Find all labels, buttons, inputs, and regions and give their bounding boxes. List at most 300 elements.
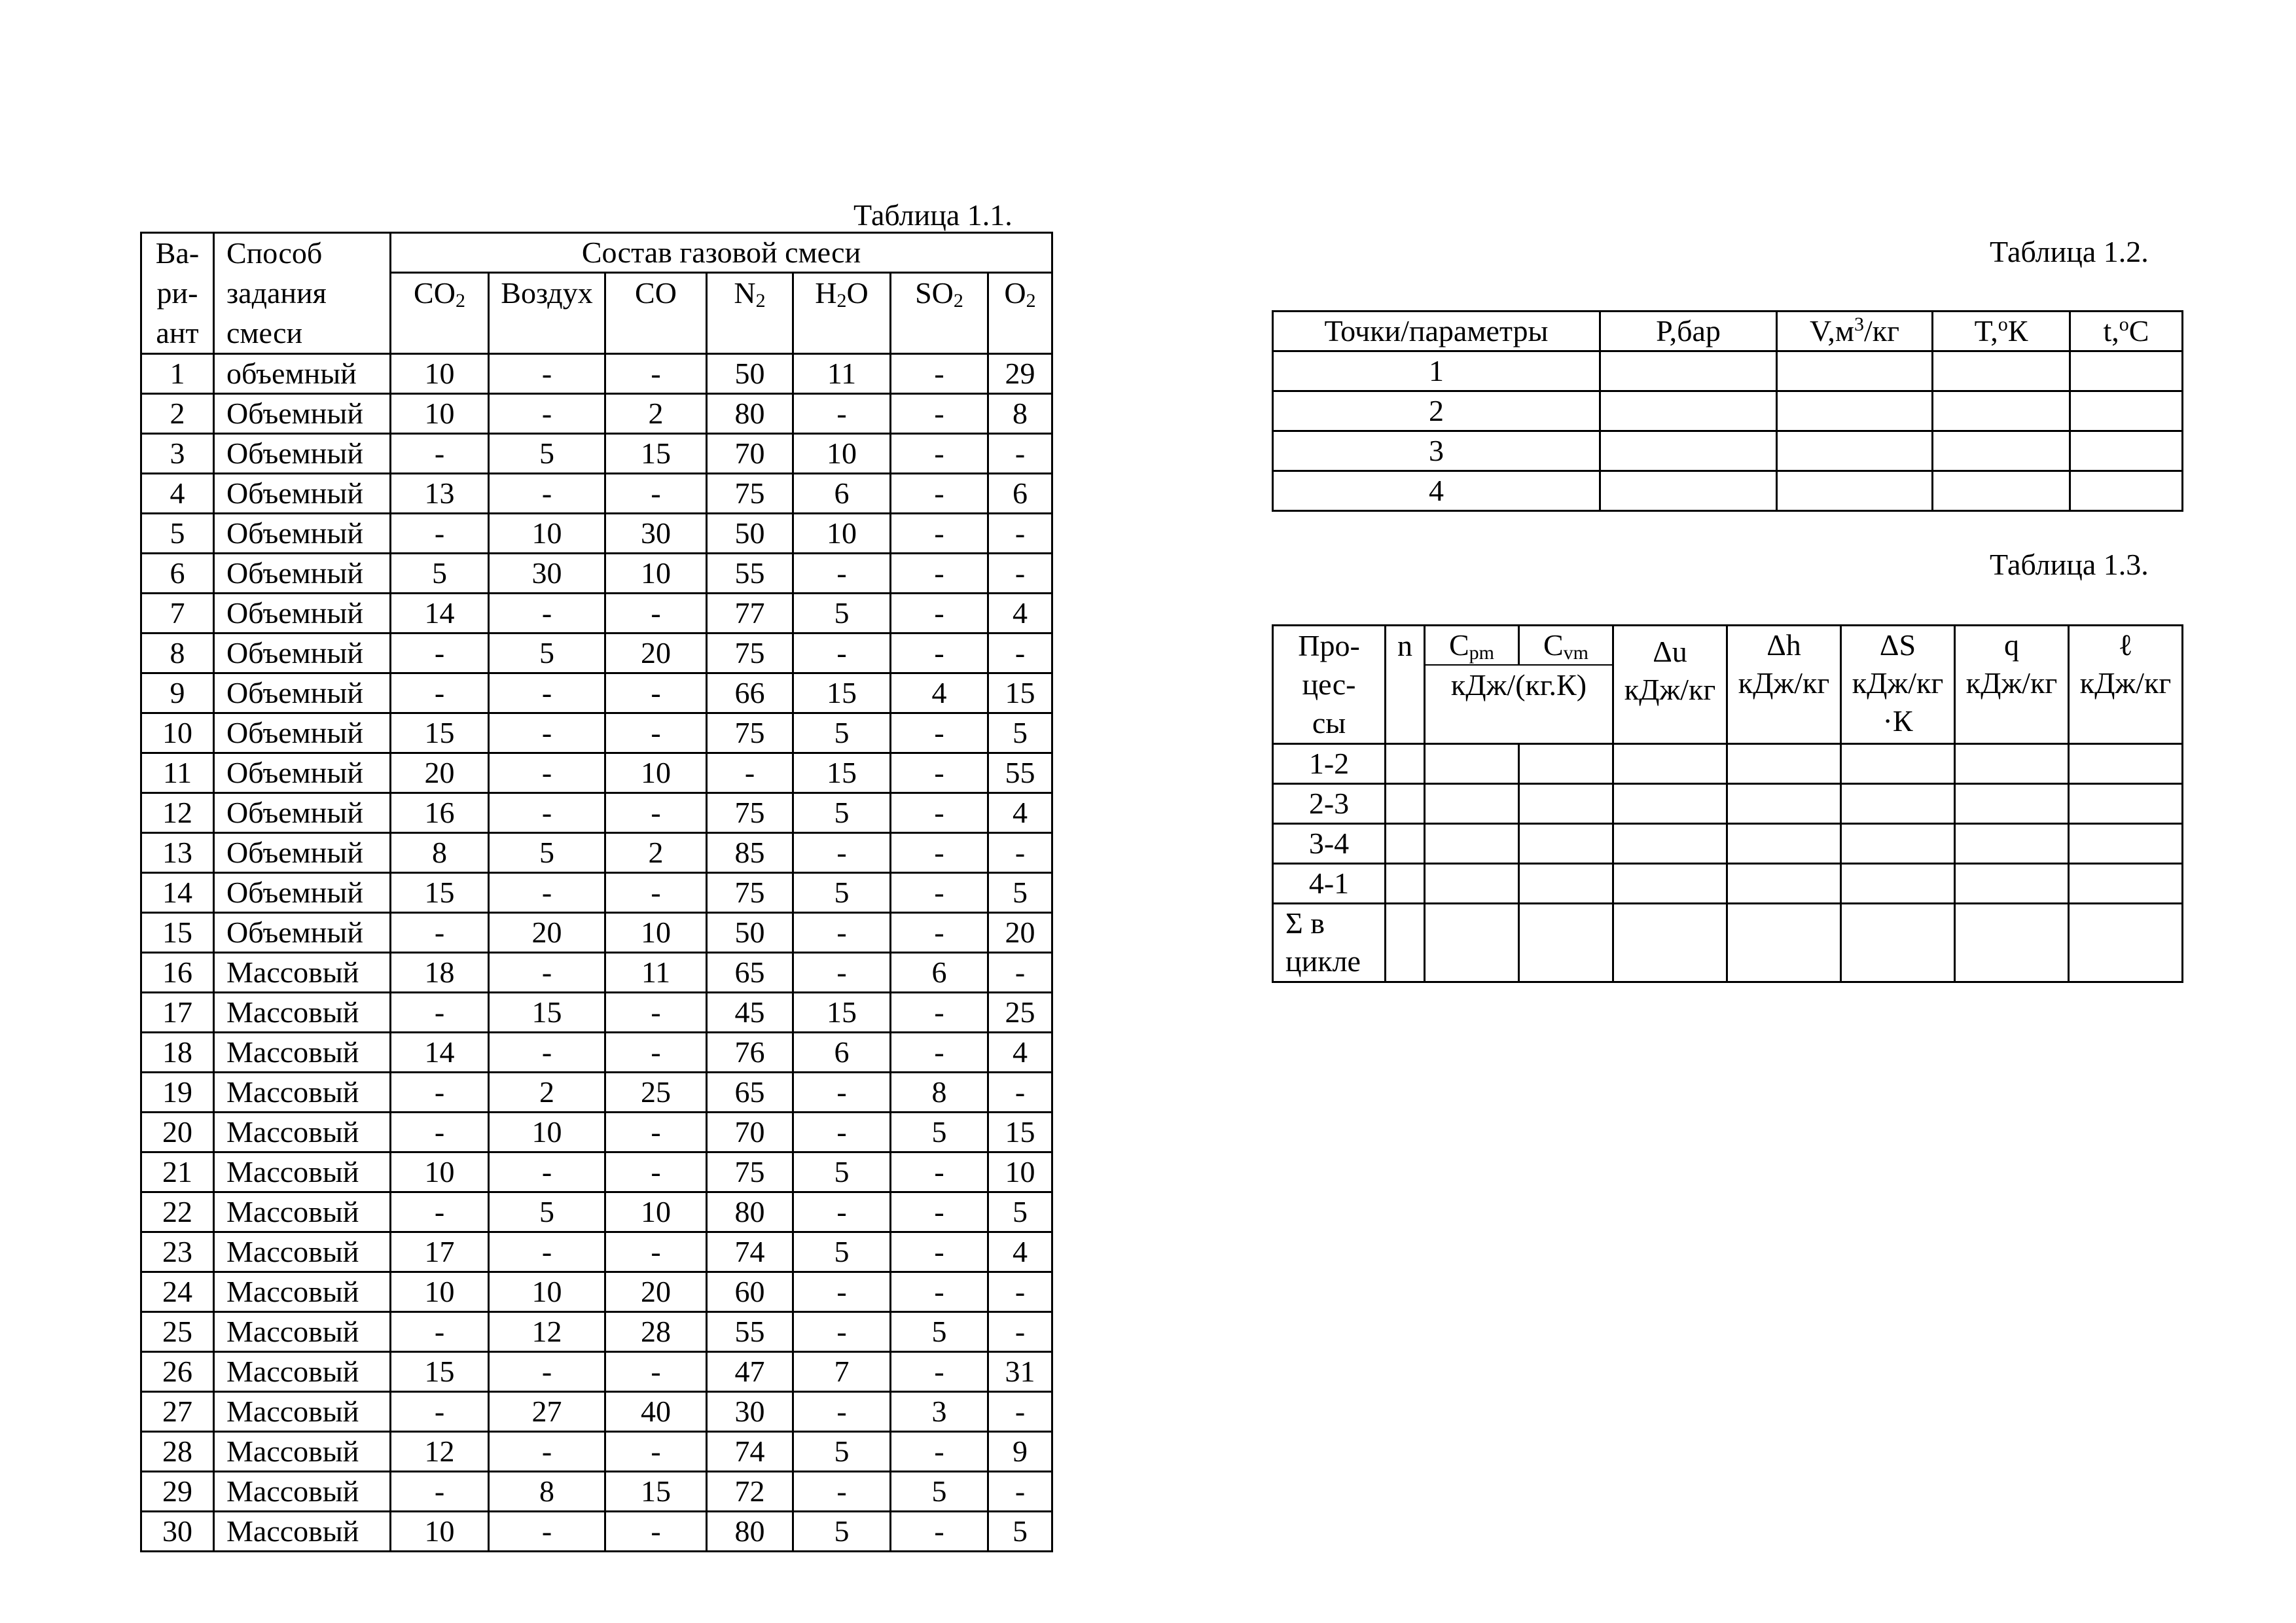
variant-header: Ва- bbox=[141, 233, 214, 273]
value-cell: 75 bbox=[707, 793, 793, 833]
value-cell: 5 bbox=[489, 633, 605, 673]
variant-header: ри- bbox=[141, 273, 214, 313]
method-cell: объемный bbox=[214, 354, 391, 394]
empty-cell bbox=[2069, 823, 2183, 863]
value-cell: - bbox=[891, 993, 988, 1033]
value-cell: 20 bbox=[391, 753, 489, 793]
method-cell: Объемный bbox=[214, 713, 391, 753]
variant-cell: 7 bbox=[141, 594, 214, 633]
table-row bbox=[141, 913, 1052, 953]
value-cell: - bbox=[891, 913, 988, 953]
empty-cell bbox=[2069, 783, 2183, 823]
du-symbol: Δu bbox=[1653, 635, 1687, 668]
processes-table bbox=[1272, 624, 2183, 983]
empty-cell bbox=[1600, 391, 1777, 431]
value-cell: 5 bbox=[489, 434, 605, 474]
table-row bbox=[141, 1392, 1052, 1432]
variant-cell: 24 bbox=[141, 1272, 214, 1312]
empty-cell bbox=[1933, 471, 2070, 511]
method-header: смеси bbox=[214, 313, 391, 354]
header-spacer bbox=[988, 313, 1052, 354]
sum-label: Σ в bbox=[1273, 903, 1386, 942]
empty-cell bbox=[1519, 863, 1613, 903]
table-row bbox=[141, 1472, 1052, 1512]
method-cell: Массовый bbox=[214, 953, 391, 993]
temperature-c-header: t,$^o$C bbox=[2070, 312, 2183, 351]
value-cell: 15 bbox=[793, 673, 891, 713]
value-cell: 55 bbox=[988, 753, 1052, 793]
value-cell: 80 bbox=[707, 1192, 793, 1232]
o2-header: $O_2$ bbox=[988, 273, 1052, 313]
value-cell: 80 bbox=[707, 394, 793, 434]
variant-header: ант bbox=[141, 313, 214, 354]
value-cell: 5 bbox=[793, 1232, 891, 1272]
method-cell: Объемный bbox=[214, 913, 391, 953]
point-cell: 2 bbox=[1273, 391, 1600, 431]
table-row bbox=[141, 1512, 1052, 1552]
value-cell: - bbox=[891, 1432, 988, 1472]
q-header bbox=[1955, 626, 2069, 744]
empty-cell bbox=[1613, 783, 1727, 823]
variant-cell: 6 bbox=[141, 554, 214, 594]
variant-cell: 23 bbox=[141, 1232, 214, 1272]
value-cell: - bbox=[489, 673, 605, 713]
value-cell: - bbox=[391, 1392, 489, 1432]
value-cell: 10 bbox=[391, 1272, 489, 1312]
value-cell: 45 bbox=[707, 993, 793, 1033]
value-cell: 8 bbox=[891, 1073, 988, 1113]
empty-cell bbox=[1613, 903, 1727, 982]
value-cell: - bbox=[988, 1392, 1052, 1432]
value-cell: - bbox=[793, 394, 891, 434]
method-cell: Объемный bbox=[214, 554, 391, 594]
value-cell: 18 bbox=[391, 953, 489, 993]
empty-cell bbox=[1600, 351, 1777, 391]
variant-cell: 25 bbox=[141, 1312, 214, 1352]
value-cell: 77 bbox=[707, 594, 793, 633]
empty-cell bbox=[1386, 863, 1425, 903]
value-cell: - bbox=[891, 1512, 988, 1552]
table-row bbox=[1273, 743, 2183, 783]
value-cell: - bbox=[793, 1192, 891, 1232]
value-cell: - bbox=[793, 1073, 891, 1113]
table-row bbox=[141, 673, 1052, 713]
empty-cell bbox=[1841, 823, 1955, 863]
value-cell: 5 bbox=[891, 1312, 988, 1352]
value-cell: 75 bbox=[707, 633, 793, 673]
value-cell: - bbox=[489, 793, 605, 833]
value-cell: - bbox=[605, 1352, 707, 1392]
value-cell: - bbox=[793, 913, 891, 953]
value-cell: 15 bbox=[391, 873, 489, 913]
value-cell: 12 bbox=[489, 1312, 605, 1352]
value-cell: - bbox=[891, 1272, 988, 1312]
value-cell: - bbox=[489, 594, 605, 633]
empty-cell bbox=[1933, 391, 2070, 431]
dh-symbol: Δh bbox=[1767, 628, 1801, 662]
empty-cell bbox=[1841, 783, 1955, 823]
value-cell: - bbox=[988, 833, 1052, 873]
process-header: сы bbox=[1273, 704, 1386, 743]
value-cell: 11 bbox=[605, 953, 707, 993]
variant-cell: 27 bbox=[141, 1392, 214, 1432]
value-cell: - bbox=[605, 1033, 707, 1073]
value-cell: 5 bbox=[891, 1472, 988, 1512]
value-cell: 15 bbox=[793, 753, 891, 793]
table-row bbox=[141, 514, 1052, 554]
value-cell: 29 bbox=[988, 354, 1052, 394]
value-cell: 10 bbox=[793, 434, 891, 474]
ds-header bbox=[1841, 626, 1955, 744]
value-cell: 5 bbox=[391, 554, 489, 594]
header-spacer bbox=[391, 313, 489, 354]
empty-cell bbox=[1727, 743, 1841, 783]
table-row bbox=[141, 354, 1052, 394]
variant-cell: 4 bbox=[141, 474, 214, 514]
value-cell: - bbox=[891, 1033, 988, 1073]
du-header bbox=[1613, 626, 1727, 744]
value-cell: 2 bbox=[605, 394, 707, 434]
value-cell: - bbox=[988, 1312, 1052, 1352]
value-cell: 5 bbox=[793, 873, 891, 913]
process-cell: 3-4 bbox=[1273, 823, 1386, 863]
empty-cell bbox=[1386, 743, 1425, 783]
value-cell: 4 bbox=[891, 673, 988, 713]
empty-cell bbox=[1777, 471, 1933, 511]
value-cell: 4 bbox=[988, 1232, 1052, 1272]
value-cell: - bbox=[891, 753, 988, 793]
variant-cell: 2 bbox=[141, 394, 214, 434]
value-cell: - bbox=[391, 434, 489, 474]
value-cell: - bbox=[605, 713, 707, 753]
gas-mixture-table bbox=[140, 232, 1053, 1552]
variant-cell: 17 bbox=[141, 993, 214, 1033]
table-row bbox=[141, 554, 1052, 594]
empty-cell bbox=[1425, 743, 1519, 783]
value-cell: 27 bbox=[489, 1392, 605, 1432]
value-cell: - bbox=[891, 1232, 988, 1272]
value-cell: 4 bbox=[988, 594, 1052, 633]
co-header: CO bbox=[605, 273, 707, 313]
value-cell: 6 bbox=[793, 474, 891, 514]
empty-cell bbox=[1425, 783, 1519, 823]
value-cell: 17 bbox=[391, 1232, 489, 1272]
variant-cell: 13 bbox=[141, 833, 214, 873]
empty-cell bbox=[1727, 783, 1841, 823]
variant-cell: 22 bbox=[141, 1192, 214, 1232]
value-cell: 30 bbox=[605, 514, 707, 554]
value-cell: 72 bbox=[707, 1472, 793, 1512]
value-cell: 15 bbox=[391, 713, 489, 753]
value-cell: - bbox=[489, 713, 605, 753]
process-cell: 4-1 bbox=[1273, 863, 1386, 903]
method-cell: Объемный bbox=[214, 633, 391, 673]
value-cell: 76 bbox=[707, 1033, 793, 1073]
table-row bbox=[141, 633, 1052, 673]
dh-unit: кДж/кг bbox=[1738, 666, 1830, 700]
value-cell: - bbox=[605, 1113, 707, 1152]
variant-cell: 15 bbox=[141, 913, 214, 953]
table-row bbox=[141, 434, 1052, 474]
value-cell: 10 bbox=[391, 394, 489, 434]
variant-cell: 16 bbox=[141, 953, 214, 993]
value-cell: 70 bbox=[707, 434, 793, 474]
method-cell: Объемный bbox=[214, 434, 391, 474]
value-cell: 8 bbox=[988, 394, 1052, 434]
value-cell: 6 bbox=[793, 1033, 891, 1073]
value-cell: 5 bbox=[988, 1512, 1052, 1552]
dh-header bbox=[1727, 626, 1841, 744]
method-cell: Массовый bbox=[214, 1272, 391, 1312]
table-row bbox=[1273, 783, 2183, 823]
header-spacer bbox=[891, 313, 988, 354]
value-cell: - bbox=[391, 1113, 489, 1152]
value-cell: 20 bbox=[988, 913, 1052, 953]
n2-header: $N_2$ bbox=[707, 273, 793, 313]
value-cell: - bbox=[988, 1073, 1052, 1113]
empty-cell bbox=[2070, 471, 2183, 511]
l-header bbox=[2069, 626, 2183, 744]
value-cell: - bbox=[391, 514, 489, 554]
value-cell: - bbox=[605, 354, 707, 394]
value-cell: - bbox=[707, 753, 793, 793]
value-cell: - bbox=[793, 953, 891, 993]
process-cell: 2-3 bbox=[1273, 783, 1386, 823]
value-cell: - bbox=[605, 594, 707, 633]
value-cell: - bbox=[988, 554, 1052, 594]
value-cell: 10 bbox=[489, 514, 605, 554]
process-header: Про- bbox=[1273, 626, 1386, 666]
value-cell: - bbox=[489, 1432, 605, 1472]
value-cell: 3 bbox=[891, 1392, 988, 1432]
value-cell: 25 bbox=[605, 1073, 707, 1113]
value-cell: - bbox=[489, 474, 605, 514]
header-spacer bbox=[707, 313, 793, 354]
value-cell: 10 bbox=[605, 753, 707, 793]
variant-cell: 21 bbox=[141, 1152, 214, 1192]
empty-cell bbox=[1841, 903, 1955, 982]
pressure-header: P,бар bbox=[1600, 312, 1777, 351]
value-cell: - bbox=[891, 833, 988, 873]
value-cell: 40 bbox=[605, 1392, 707, 1432]
variant-cell: 9 bbox=[141, 673, 214, 713]
cvm-header: $C_{vm}$ bbox=[1519, 626, 1613, 666]
value-cell: 31 bbox=[988, 1352, 1052, 1392]
value-cell: 50 bbox=[707, 913, 793, 953]
table-row bbox=[141, 713, 1052, 753]
value-cell: 5 bbox=[793, 594, 891, 633]
method-cell: Объемный bbox=[214, 514, 391, 554]
value-cell: - bbox=[605, 1232, 707, 1272]
value-cell: - bbox=[489, 1232, 605, 1272]
value-cell: - bbox=[391, 993, 489, 1033]
value-cell: 55 bbox=[707, 554, 793, 594]
value-cell: 55 bbox=[707, 1312, 793, 1352]
value-cell: - bbox=[391, 1192, 489, 1232]
value-cell: 5 bbox=[988, 713, 1052, 753]
value-cell: 12 bbox=[391, 1432, 489, 1472]
value-cell: - bbox=[891, 1192, 988, 1232]
air-header: Воздух bbox=[489, 273, 605, 313]
variant-cell: 19 bbox=[141, 1073, 214, 1113]
value-cell: 10 bbox=[793, 514, 891, 554]
value-cell: 15 bbox=[489, 993, 605, 1033]
empty-cell bbox=[2070, 391, 2183, 431]
table-row bbox=[141, 474, 1052, 514]
value-cell: 15 bbox=[391, 1352, 489, 1392]
table-row bbox=[1273, 823, 2183, 863]
method-cell: Объемный bbox=[214, 673, 391, 713]
empty-cell bbox=[1519, 823, 1613, 863]
value-cell: 14 bbox=[391, 594, 489, 633]
table-row bbox=[1273, 431, 2183, 471]
method-cell: Массовый bbox=[214, 1392, 391, 1432]
empty-cell bbox=[1841, 863, 1955, 903]
empty-cell bbox=[1955, 863, 2069, 903]
empty-cell bbox=[1727, 823, 1841, 863]
value-cell: 2 bbox=[605, 833, 707, 873]
variant-cell: 28 bbox=[141, 1432, 214, 1472]
variant-cell: 5 bbox=[141, 514, 214, 554]
method-header: Способ bbox=[214, 233, 391, 273]
cpm-header: $C_{pm}$ bbox=[1425, 626, 1519, 666]
value-cell: 75 bbox=[707, 713, 793, 753]
value-cell: 85 bbox=[707, 833, 793, 873]
value-cell: 8 bbox=[391, 833, 489, 873]
value-cell: - bbox=[605, 793, 707, 833]
value-cell: 15 bbox=[988, 1113, 1052, 1152]
ds-unit-k: ·К bbox=[1882, 704, 1913, 738]
value-cell: - bbox=[891, 474, 988, 514]
value-cell: - bbox=[391, 1073, 489, 1113]
variant-cell: 1 bbox=[141, 354, 214, 394]
value-cell: 6 bbox=[988, 474, 1052, 514]
empty-cell bbox=[1425, 863, 1519, 903]
method-cell: Массовый bbox=[214, 1232, 391, 1272]
ds-symbol: ΔS bbox=[1879, 628, 1916, 662]
value-cell: - bbox=[891, 633, 988, 673]
variant-cell: 29 bbox=[141, 1472, 214, 1512]
value-cell: 65 bbox=[707, 1073, 793, 1113]
table-row bbox=[1273, 351, 2183, 391]
variant-cell: 30 bbox=[141, 1512, 214, 1552]
table-row bbox=[1273, 391, 2183, 431]
empty-cell bbox=[1777, 351, 1933, 391]
value-cell: - bbox=[391, 1312, 489, 1352]
value-cell: 5 bbox=[489, 1192, 605, 1232]
value-cell: 9 bbox=[988, 1432, 1052, 1472]
value-cell: 5 bbox=[489, 833, 605, 873]
table-row bbox=[141, 993, 1052, 1033]
table-row bbox=[141, 833, 1052, 873]
value-cell: - bbox=[891, 1152, 988, 1192]
value-cell: 80 bbox=[707, 1512, 793, 1552]
table-row bbox=[141, 1432, 1052, 1472]
value-cell: - bbox=[891, 394, 988, 434]
value-cell: 4 bbox=[988, 793, 1052, 833]
points-header: Точки/параметры bbox=[1273, 312, 1600, 351]
value-cell: - bbox=[605, 474, 707, 514]
empty-cell bbox=[1955, 743, 2069, 783]
value-cell: 66 bbox=[707, 673, 793, 713]
value-cell: - bbox=[988, 434, 1052, 474]
value-cell: 5 bbox=[793, 1512, 891, 1552]
value-cell: - bbox=[489, 953, 605, 993]
value-cell: 10 bbox=[605, 1192, 707, 1232]
method-cell: Объемный bbox=[214, 833, 391, 873]
value-cell: - bbox=[891, 434, 988, 474]
value-cell: - bbox=[489, 753, 605, 793]
table-row bbox=[141, 1352, 1052, 1392]
composition-header: Состав газовой смеси bbox=[391, 233, 1052, 273]
value-cell: - bbox=[489, 1512, 605, 1552]
empty-cell bbox=[2069, 903, 2183, 982]
value-cell: - bbox=[391, 633, 489, 673]
variant-cell: 8 bbox=[141, 633, 214, 673]
table-row bbox=[141, 873, 1052, 913]
empty-cell bbox=[1386, 823, 1425, 863]
table-row bbox=[141, 1272, 1052, 1312]
variant-cell: 14 bbox=[141, 873, 214, 913]
empty-cell bbox=[1955, 903, 2069, 982]
value-cell: 5 bbox=[891, 1113, 988, 1152]
value-cell: 5 bbox=[988, 873, 1052, 913]
empty-cell bbox=[2070, 351, 2183, 391]
value-cell: - bbox=[891, 594, 988, 633]
variant-cell: 10 bbox=[141, 713, 214, 753]
value-cell: - bbox=[605, 1152, 707, 1192]
value-cell: 70 bbox=[707, 1113, 793, 1152]
value-cell: - bbox=[988, 953, 1052, 993]
value-cell: - bbox=[891, 514, 988, 554]
method-cell: Массовый bbox=[214, 1432, 391, 1472]
empty-cell bbox=[1955, 823, 2069, 863]
method-cell: Массовый bbox=[214, 1352, 391, 1392]
header-spacer bbox=[1386, 665, 1425, 704]
header-spacer bbox=[1425, 704, 1613, 743]
value-cell: 75 bbox=[707, 873, 793, 913]
l-unit: кДж/кг bbox=[2079, 666, 2172, 700]
value-cell: - bbox=[988, 514, 1052, 554]
l-symbol: ℓ bbox=[2118, 628, 2133, 662]
table-row bbox=[1273, 471, 2183, 511]
empty-cell bbox=[1600, 431, 1777, 471]
value-cell: 47 bbox=[707, 1352, 793, 1392]
q-unit: кДж/кг bbox=[1965, 666, 2058, 700]
variant-cell: 18 bbox=[141, 1033, 214, 1073]
method-cell: Массовый bbox=[214, 1312, 391, 1352]
value-cell: - bbox=[605, 1432, 707, 1472]
header-spacer bbox=[605, 313, 707, 354]
value-cell: 75 bbox=[707, 1152, 793, 1192]
value-cell: - bbox=[988, 1272, 1052, 1312]
value-cell: 10 bbox=[489, 1272, 605, 1312]
method-cell: Объемный bbox=[214, 753, 391, 793]
value-cell: - bbox=[793, 633, 891, 673]
value-cell: 10 bbox=[391, 1512, 489, 1552]
sum-label: цикле bbox=[1273, 942, 1386, 982]
value-cell: 4 bbox=[988, 1033, 1052, 1073]
method-cell: Массовый bbox=[214, 993, 391, 1033]
table-row bbox=[141, 1033, 1052, 1073]
table-row bbox=[141, 953, 1052, 993]
empty-cell bbox=[2070, 431, 2183, 471]
value-cell: - bbox=[489, 1152, 605, 1192]
value-cell: - bbox=[605, 873, 707, 913]
table-row bbox=[141, 793, 1052, 833]
value-cell: - bbox=[891, 713, 988, 753]
value-cell: - bbox=[891, 873, 988, 913]
